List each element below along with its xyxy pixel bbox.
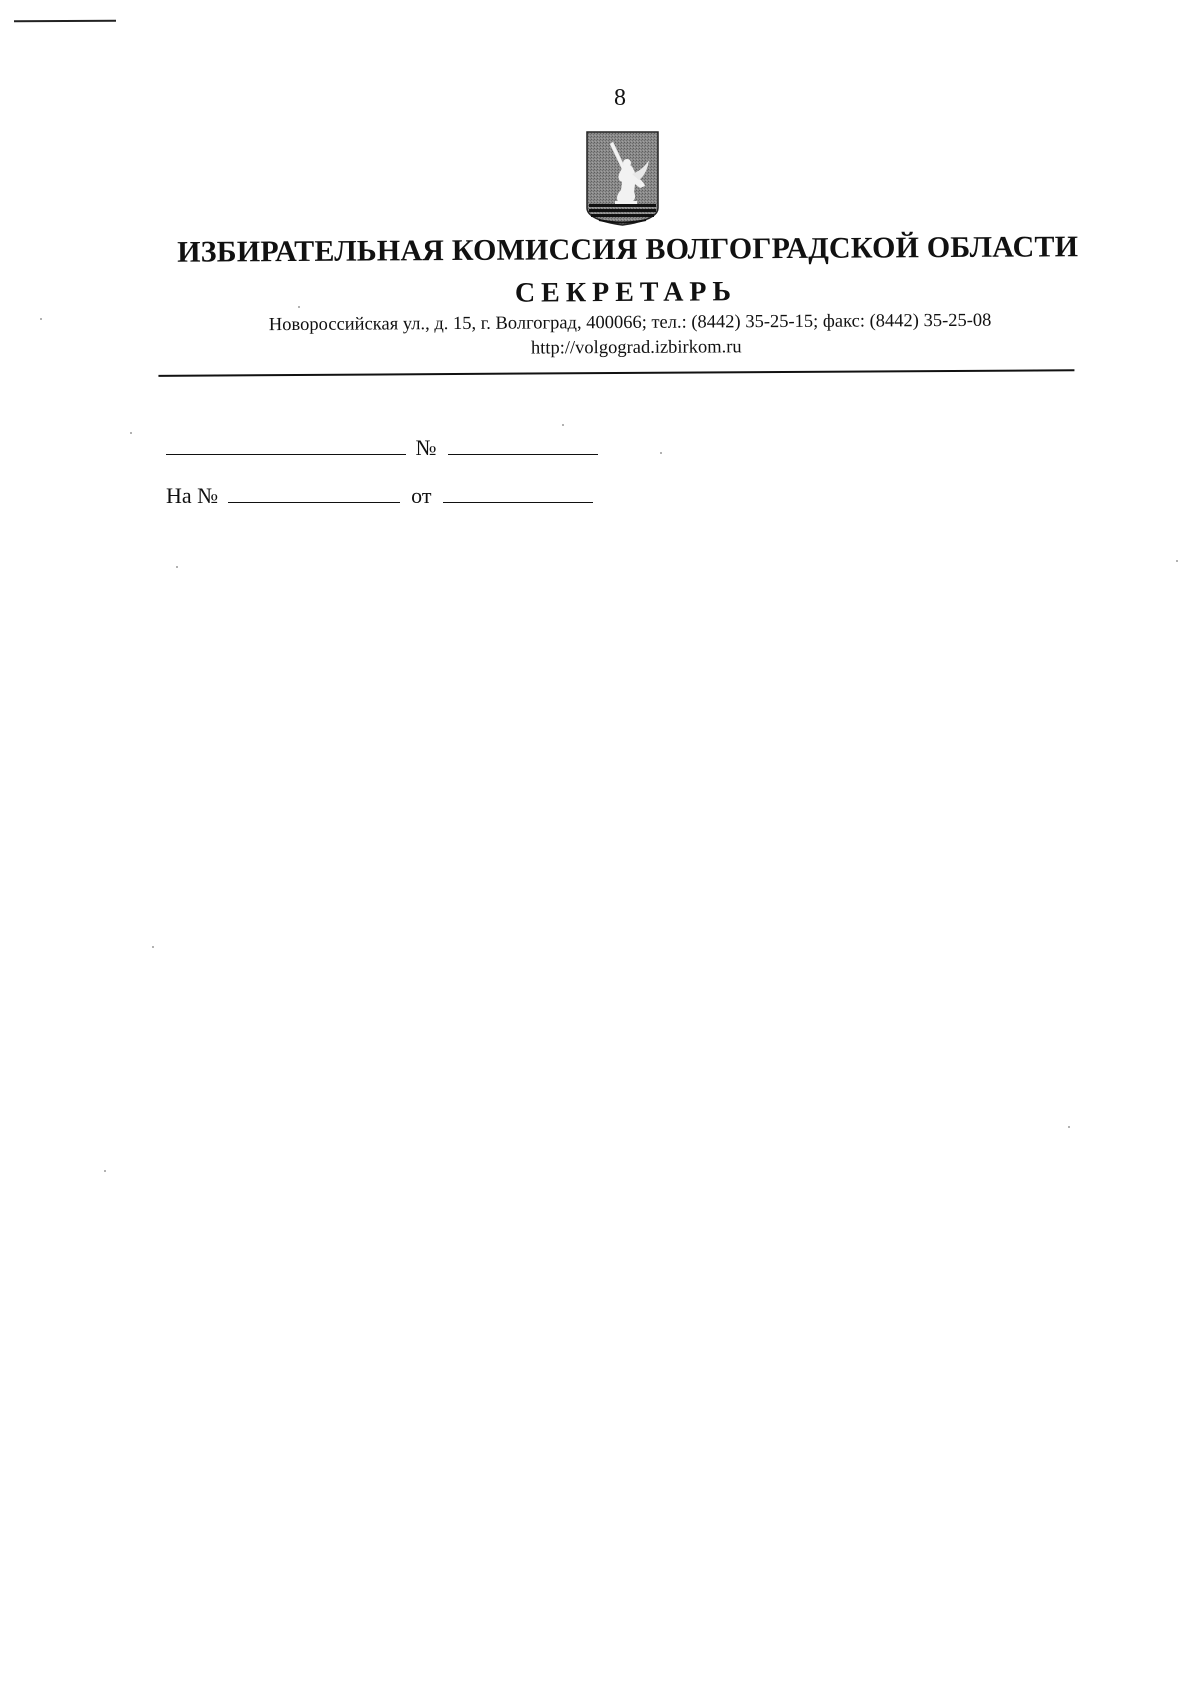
scan-corner-line — [14, 20, 116, 23]
scan-speck — [104, 1170, 106, 1172]
reply-reference-row — [166, 482, 593, 509]
page-number: 8 — [614, 85, 626, 111]
scan-speck — [1176, 560, 1178, 562]
letterhead — [0, 0, 1198, 359]
scan-speck — [176, 566, 178, 568]
outgoing-number-row — [166, 434, 598, 461]
scan-speck — [152, 946, 154, 948]
organization-title: ИЗБИРАТЕЛЬНАЯ КОМИССИЯ ВОЛГОГРАДСКОЙ ОБЛАСТИ — [177, 230, 1079, 269]
volgograd-coat-of-arms-icon — [585, 130, 660, 226]
reply-number-label: На № — [166, 483, 219, 508]
reply-number-field[interactable] — [228, 482, 400, 503]
scan-speck — [562, 424, 564, 426]
number-label: № — [415, 435, 437, 460]
scan-speck — [40, 318, 42, 320]
outgoing-date-field[interactable] — [166, 434, 406, 455]
reply-date-field[interactable] — [443, 482, 593, 503]
header-divider — [158, 369, 1074, 377]
from-label: от — [411, 483, 432, 508]
coat-of-arms-emblem — [585, 130, 660, 226]
outgoing-number-field[interactable] — [448, 434, 598, 455]
scan-speck — [1068, 1126, 1070, 1128]
scan-speck — [298, 306, 300, 308]
scan-speck — [130, 432, 132, 434]
address-line: Новороссийская ул., д. 15, г. Волгоград, 400066; тел.: (8442) 35-25-15; факс: (8442) 35-25-08 — [268, 310, 992, 336]
position-title: СЕКРЕТАРЬ — [514, 276, 738, 309]
scan-speck — [660, 452, 662, 454]
website-link[interactable]: http://volgograd.izbirkom.ru — [530, 337, 742, 359]
